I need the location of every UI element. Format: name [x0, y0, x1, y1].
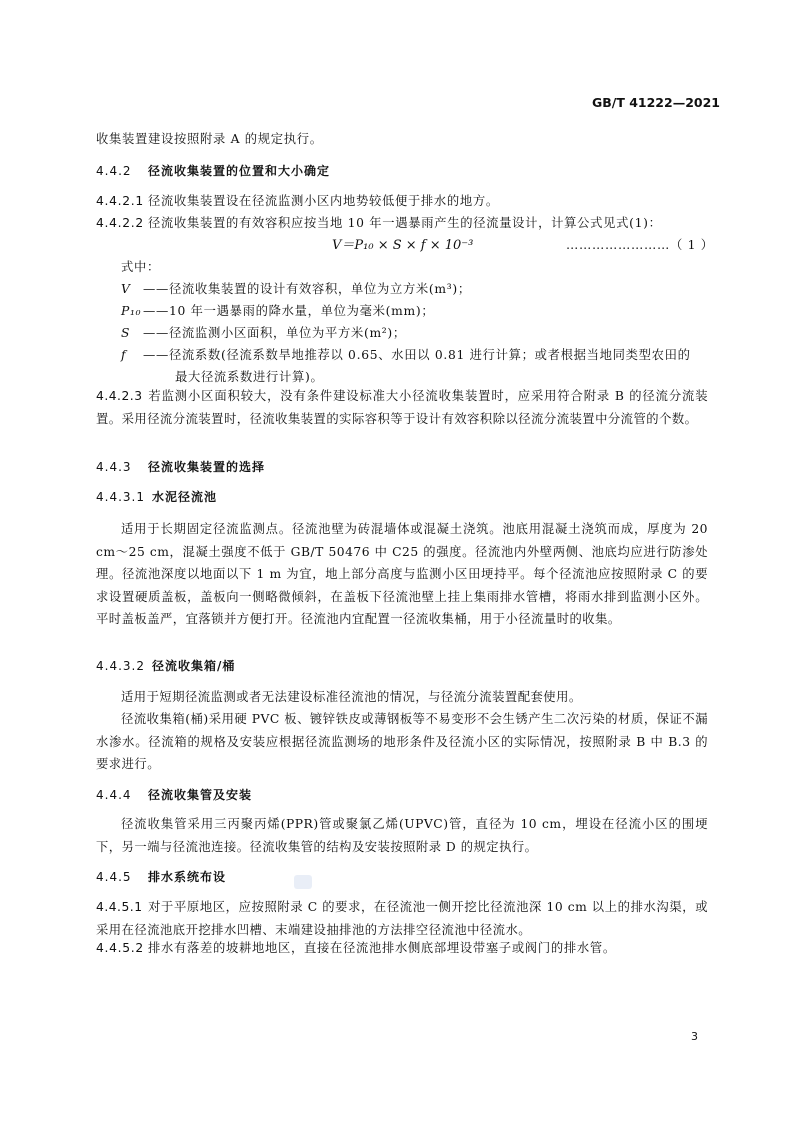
section-title: 径流收集管及安装	[148, 788, 253, 802]
heading-4-4-4	[96, 786, 252, 803]
symbol: f	[121, 348, 127, 362]
section-number: 4.4.3.2	[96, 659, 145, 673]
clause-text: 若监测小区面积较大，没有条件建设标准大小径流收集装置时，应采用符合附录 B 的径流分流装置。采用径流分流装置时，径流收集装置的实际容积等于设计有效容积除以径流分流装置中分流管的个数。	[96, 389, 708, 426]
section-title: 水泥径流池	[152, 490, 218, 504]
heading-4-4-3-1	[96, 488, 217, 505]
paragraph-box-material: 径流收集箱(桶)采用硬 PVC 板、镀锌铁皮或薄钢板等不易变形不会生锈产生二次污染的材质，保证不漏水渗水。径流箱的规格及安装应根据径流监测场的地形条件及径流小区的实际情况，按照附录 B 中 B.3 的要求进行。	[96, 712, 708, 772]
symbol: S	[121, 326, 131, 340]
paragraph-box-usage: 适用于短期径流监测或者无法建设标准径流池的情况，与径流分流装置配套使用。	[121, 690, 582, 704]
section-title: 径流收集箱/桶	[152, 659, 236, 673]
clause-text: 径流收集装置设在径流监测小区内地势较低便于排水的地方。	[148, 194, 499, 208]
symbol-def-f	[121, 344, 691, 366]
symbol: V	[121, 282, 131, 296]
formula-number: ……………………（ 1 ）	[566, 238, 714, 252]
clause-4-4-5-1	[96, 896, 708, 941]
section-number: 4.4.2	[96, 164, 132, 178]
heading-4-4-5	[96, 868, 226, 885]
clause-text: 对于平原地区，应按照附录 C 的要求，在径流池一侧开挖比径流池深 10 cm 以上的排水沟渠，或采用在径流池底开挖排水凹槽、末端建设抽排池的方法排空径流池中径流水。	[96, 900, 708, 937]
clause-number: 4.4.5.1	[96, 900, 143, 914]
paragraph-collection-pipe: 径流收集管采用三丙聚丙烯(PPR)管或聚氯乙烯(UPVC)管，直径为 10 cm，埋设在径流小区的围埂下，另一端与径流池连接。径流收集管的结构及安装按照附录 D 的规定执行。	[96, 817, 708, 854]
symbol-def-s	[121, 322, 406, 344]
section-number: 4.4.3	[96, 460, 132, 474]
clause-number: 4.4.2.1	[96, 194, 144, 208]
clause-number: 4.4.5.2	[96, 941, 144, 955]
page-number: 3	[691, 1030, 698, 1043]
clause-4-4-5-2	[96, 937, 616, 959]
heading-4-4-3	[96, 458, 265, 475]
clause-4-4-2-2	[96, 212, 662, 234]
clause-text: 排水有落差的坡耕地地区，直接在径流池排水侧底部埋设带塞子或阀门的排水管。	[148, 941, 616, 955]
clause-number: 4.4.2.2	[96, 216, 144, 230]
symbol-desc: ——径流系数(径流系数旱地推荐以 0.65、水田以 0.81 进行计算；或者根据当地同类型农田的	[143, 348, 691, 362]
symbol-desc: ——径流监测小区面积，单位为平方米(m²)；	[143, 326, 406, 340]
paragraph-cement-pool: 适用于长期固定径流监测点。径流池壁为砖混墙体或混凝土浇筑。池底用混凝土浇筑而成，厚度为 20 cm～25 cm，混凝土强度不低于 GB/T 50476 中 C25 的强度。径流池内外壁两侧、池底均应进行防渗处理。径流池深度以地面以下 1 m 为宜，地上部分高度与监测小区田埂持平。每个径流池应按照附录 C 的要求设置硬质盖板，盖板向一侧略微倾斜，在盖板下径流池壁上挂上集雨排水管槽，将雨水排到监测小区外。平时盖板盖严，宜落锁并方便打开。径流池内宜配置一径流收集桶，用于小径流量时的收集。	[96, 522, 708, 627]
continuation-line: 收集装置建设按照附录 A 的规定执行。	[96, 132, 323, 146]
section-title: 排水系统布设	[148, 870, 227, 884]
clause-text: 径流收集装置的有效容积应按当地 10 年一遇暴雨产生的径流量设计，计算公式见式(1)：	[148, 216, 662, 230]
section-title: 径流收集装置的位置和大小确定	[148, 164, 331, 178]
heading-4-4-3-2	[96, 657, 235, 674]
symbol: P₁₀	[121, 304, 142, 318]
symbol-def-v	[121, 278, 471, 300]
watermark-logo	[294, 875, 312, 889]
standard-number: GB/T 41222—2021	[591, 95, 720, 110]
symbol-def-p	[121, 300, 434, 322]
section-number: 4.4.4	[96, 788, 132, 802]
symbol-def-f-cont: 最大径流系数进行计算)。	[175, 370, 324, 384]
section-title: 径流收集装置的选择	[148, 460, 266, 474]
clause-4-4-2-1	[96, 190, 499, 212]
formula: V＝P₁₀ × S × f × 10⁻³	[332, 238, 474, 253]
symbol-desc: ——10 年一遇暴雨的降水量，单位为毫米(mm)；	[143, 304, 435, 318]
section-number: 4.4.3.1	[96, 490, 145, 504]
where-label: 式中：	[121, 260, 160, 274]
symbol-desc: ——径流收集装置的设计有效容积，单位为立方米(m³)；	[143, 282, 471, 296]
clause-number: 4.4.2.3	[96, 389, 143, 403]
clause-4-4-2-3	[96, 385, 708, 430]
section-number: 4.4.5	[96, 870, 132, 884]
heading-4-4-2	[96, 162, 330, 179]
